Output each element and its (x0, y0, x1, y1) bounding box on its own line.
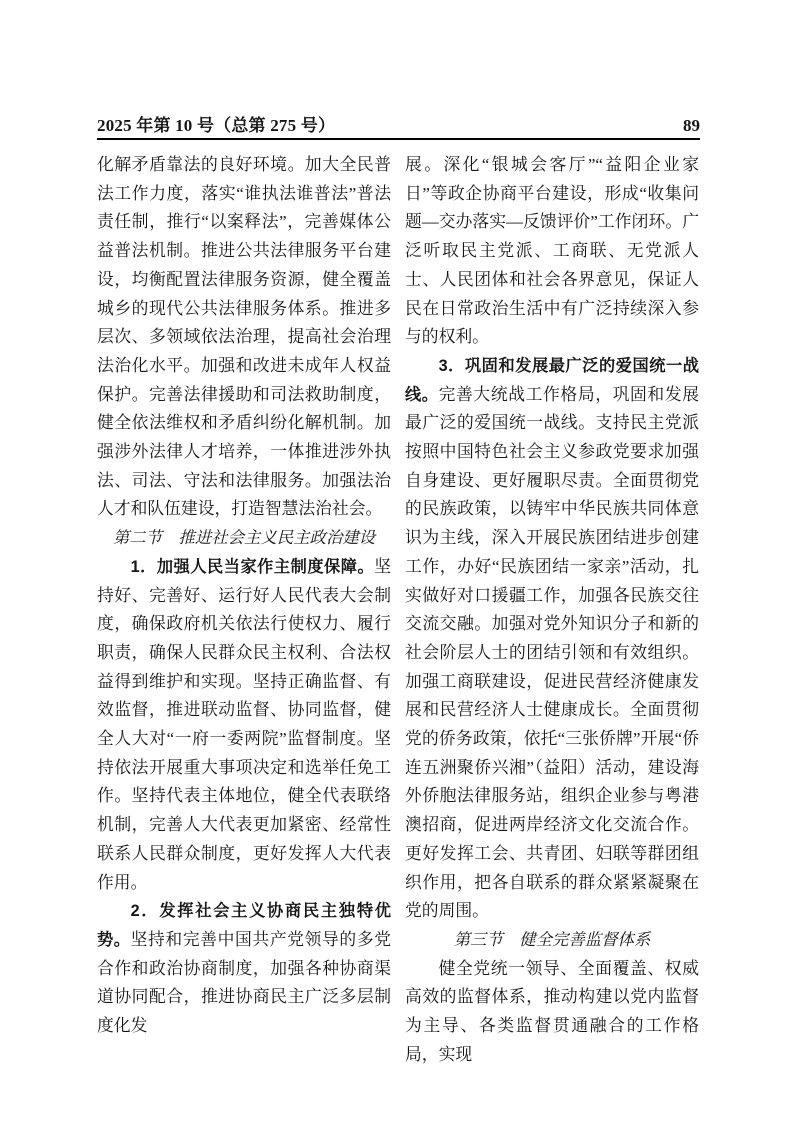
section-heading: 第二节 推进社会主义民主政治建设 (112, 528, 376, 548)
section-heading: 第三节 健全完善监督体系 (453, 929, 651, 949)
left-text-column (97, 151, 391, 1070)
paragraph: 2．发挥社会主义协商民主独特优势。坚持和完善中国共产党领导的多党合作和政治协商制度，加强各种协商渠道协同配合，推进协商民主广泛多层制度化发 (97, 902, 391, 1036)
page-number: 89 (683, 116, 700, 135)
paragraph: 1．加强人民当家作主制度保障。坚持好、完善好、运行好人民代表大会制度，确保政府机关依法行使权力、履行职责，确保人民群众民主权利、合法权益得到维护和实现。坚持正确监督、有效监督，推进联动监督、协同监督，健全人大对“一府一委两院”监督制度。坚持依法开展重大事项决定和选举任免工作。坚持代表主体地位，健全代表联络机制，完善人大代表更加紧密、经常性联系人民群众制度，更好发挥人大代表作用。 (97, 556, 391, 892)
paragraph: 健全党统一领导、全面覆盖、权威高效的监督体系，推动构建以党内监督为主导、各类监督贯通融合的工作格局，实现 (405, 958, 699, 1064)
paragraph-continuation: 化解矛盾靠法的良好环境。加大全民普法工作力度，落实“谁执法谁普法”普法责任制，推行“以案释法”，完善媒体公益普法机制。推进公共法律服务平台建设，均衡配置法律服务资源，健全覆盖城乡的现代公共法律服务体系。推进多层次、多领域依法治理，提高社会治理法治化水平。加强和改进未成年人权益保护。完善法律援助和司法救助制度，健全依法维权和矛盾纠纷化解机制。加强涉外法律人才培养，一体推进涉外执法、司法、守法和法律服务。加强法治人才和队伍建设，打造智慧法治社会。 (97, 155, 391, 519)
paragraph-continuation: 展。深化“银城会客厅”“益阳企业家日”等政企协商平台建设，形成“收集问题—交办落实—反馈评价”工作闭环。广泛听取民主党派、工商联、无党派人士、人民团体和社会各界意见，保证人民在日常政治生活中有广泛持续深入参与的权利。 (405, 155, 699, 347)
paragraph-bold-lead: 2．发挥社会主义协商民主独特优势。 (97, 902, 391, 949)
right-text-column (405, 151, 699, 1070)
text-columns (97, 151, 700, 1070)
paragraph-bold-lead: 1．加强人民当家作主制度保障。 (130, 557, 375, 576)
paragraph-bold-lead: 3．巩固和发展最广泛的爱国统一战线。 (405, 356, 699, 404)
issue-label: 2025 年第 10 号（总第 275 号） (97, 116, 336, 135)
paragraph: 3．巩固和发展最广泛的爱国统一战线。完善大统战工作格局，巩固和发展最广泛的爱国统一战线。支持民主党派按照中国特色社会主义参政党要求加强自身建设、更好履职尽责。全面贯彻党的民族政策，以铸牢中华民族共同体意识为主线，深入开展民族团结进步创建工作，办好“民族团结一家亲”活动，扎实做好对口援疆工作，加强各民族交往交流交融。加强对党外知识分子和新的社会阶层人士的团结引领和有效组织。加强工商联建设，促进民营经济健康发展和民营经济人士健康成长。全面贯彻党的侨务政策，依托“三张侨牌”开展“侨连五洲聚侨兴湘”（益阳）活动，建设海外侨胞法律服务站，组织企业参与粤港澳招商，促进两岸经济文化交流合作。更好发挥工会、共青团、妇联等群团组织作用，把各自联系的群众紧紧凝聚在党的周围。 (405, 356, 699, 921)
running-header (97, 116, 700, 140)
